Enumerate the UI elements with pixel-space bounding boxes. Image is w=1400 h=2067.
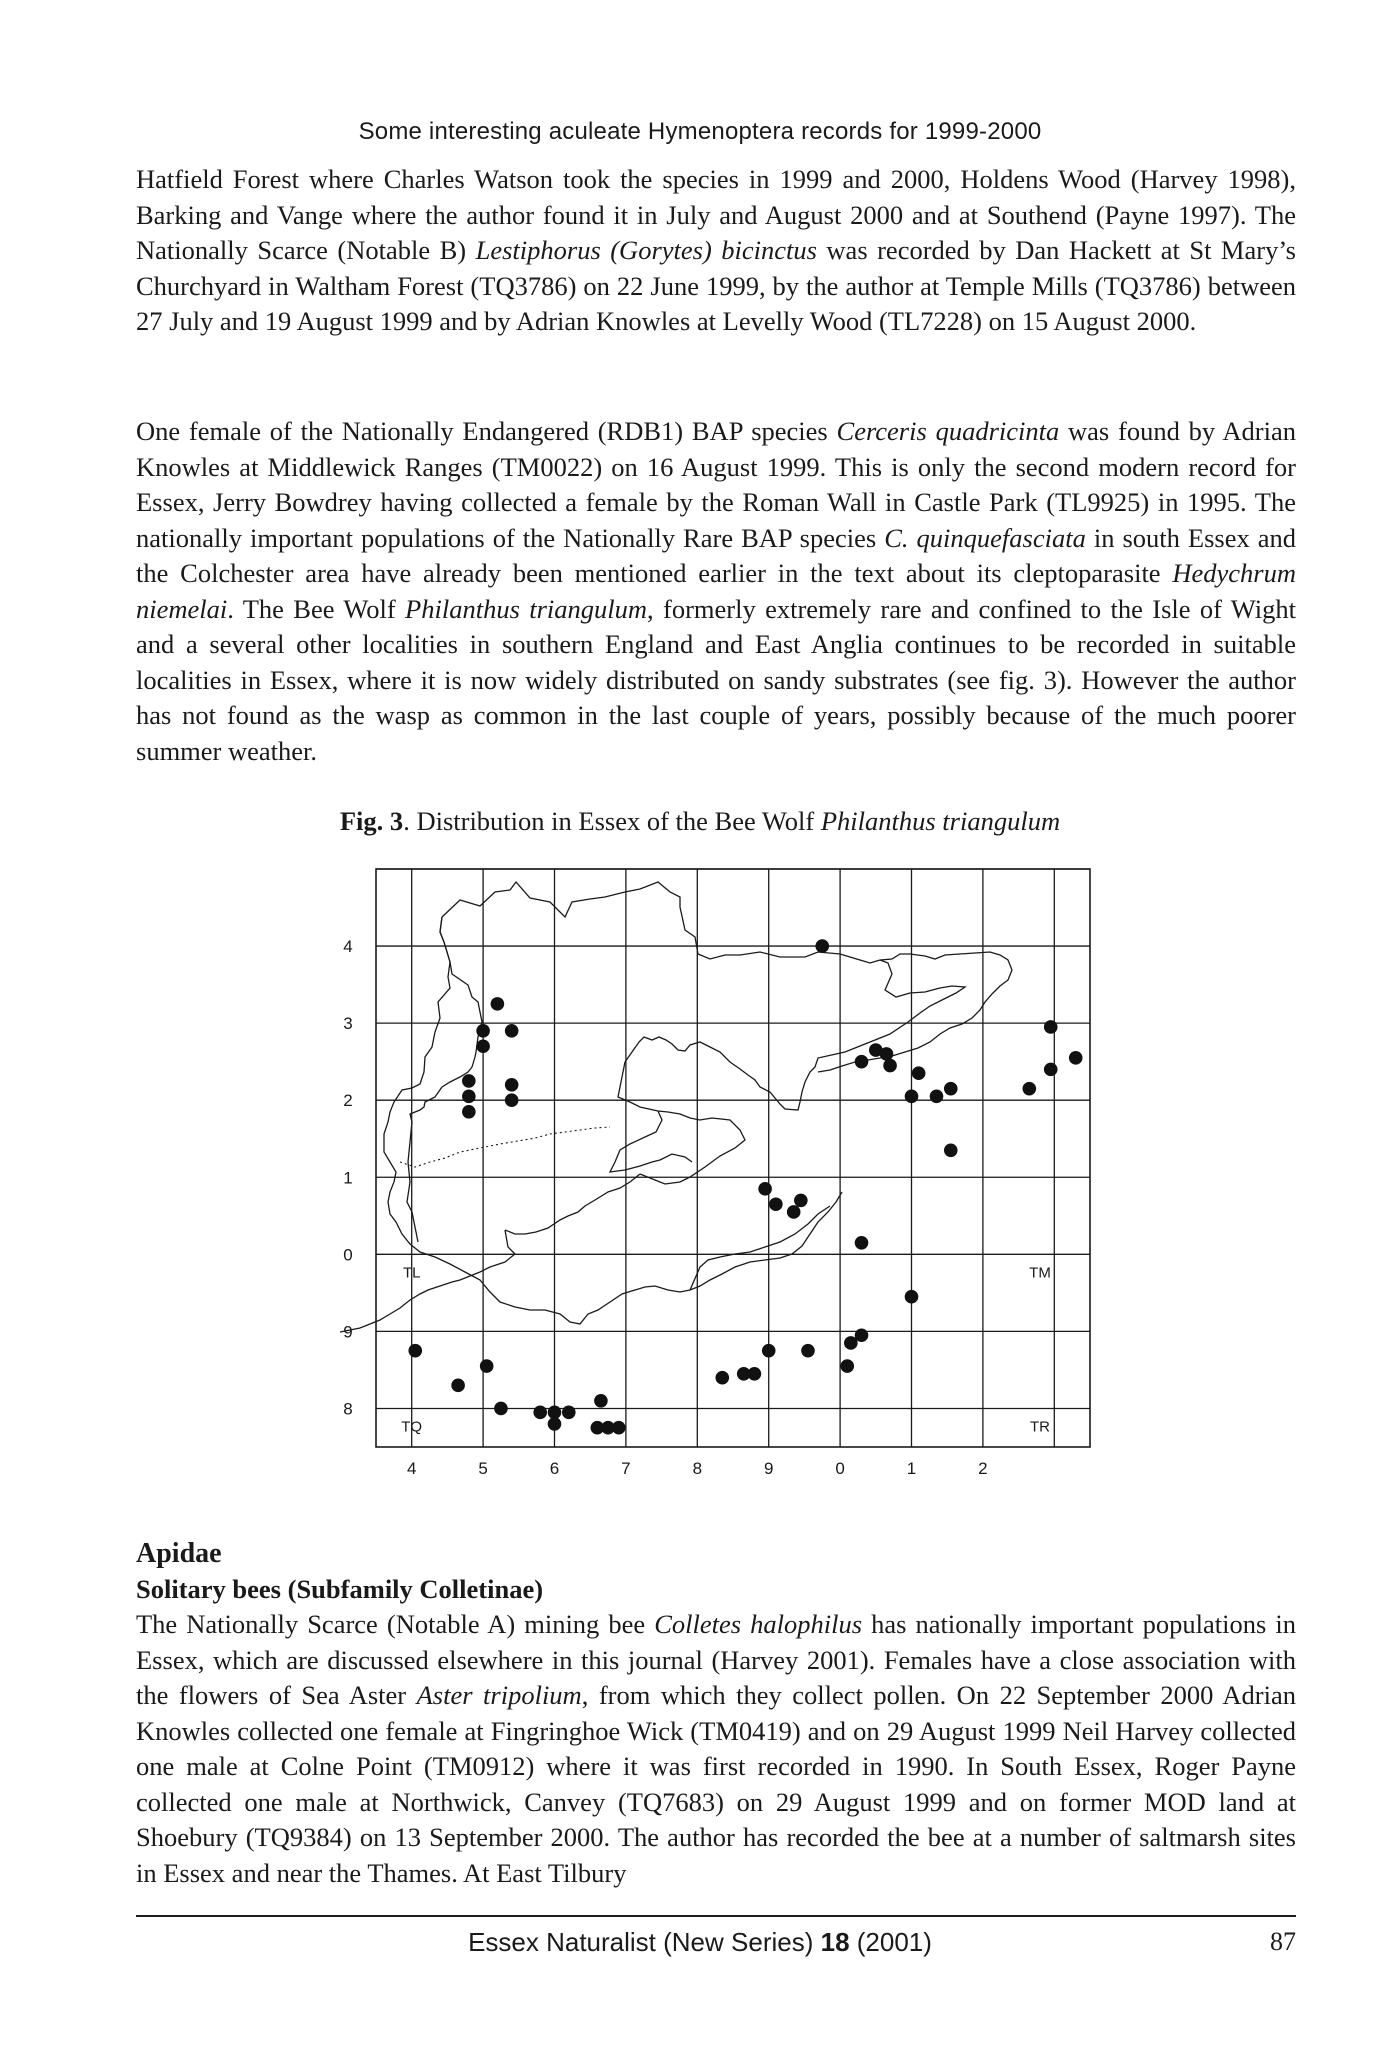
record-point: [594, 1394, 608, 1408]
record-point: [769, 1197, 783, 1211]
text-run-0: The Nationally Scarce (Notable A) mining bee: [136, 1609, 655, 1639]
record-point: [462, 1105, 476, 1119]
y-tick-label: 9: [343, 1322, 353, 1342]
x-tick-label: 6: [549, 1459, 560, 1478]
footer-rule: [136, 1915, 1296, 1917]
record-point: [912, 1066, 926, 1080]
apidae-section: [136, 1536, 1296, 1891]
italic-run-1: Cerceris quadricinta: [836, 416, 1060, 446]
paragraph-1: [136, 162, 1296, 340]
italic-run-1: Colletes halophilus: [654, 1609, 863, 1639]
x-tick-label: 1: [906, 1459, 917, 1478]
paragraph-2-text: [136, 414, 1296, 769]
x-tick-label: 9: [763, 1459, 774, 1478]
record-point: [737, 1367, 751, 1381]
record-point: [758, 1182, 772, 1196]
record-point: [1044, 1063, 1058, 1077]
italic-run-3: Aster tripolium: [416, 1680, 582, 1710]
text-run-4: in south Essex and the Colchester area have already been mentioned earlier in the text about its cleptoparasite: [136, 522, 1297, 588]
paragraph-2: [136, 414, 1296, 769]
italic-run-7: Philanthus triangulum: [405, 593, 648, 624]
record-point: [855, 1055, 869, 1069]
section-heading: Apidae: [136, 1538, 222, 1569]
running-head: Some interesting aculeate Hymenoptera records for 1999-2000: [358, 118, 1042, 145]
record-point: [562, 1406, 576, 1420]
record-point: [505, 1024, 519, 1038]
text-run-2: has nationally important populations in Essex, which are discussed elsewhere in this journal (Harvey 2001). Females have a close association with the flowers of Sea Aster: [136, 1609, 1296, 1710]
record-point: [476, 1024, 490, 1038]
figure-caption-species: Philanthus triangulum: [820, 806, 1061, 836]
record-point: [715, 1371, 729, 1385]
record-point: [533, 1406, 547, 1420]
text-run-2: was recorded by Dan Hackett at St Mary’s Churchyard in Waltham Forest (TQ3786) on 22 June 1999, by the author at Temple Mills (TQ3786) between 27 July and 19 August 1999 and by Adrian Knowles at Levelly Wood (TL7228) on 15 August 2000.: [136, 235, 1296, 336]
record-point: [787, 1205, 801, 1219]
mainland-boundary-dotted: [400, 1127, 610, 1167]
y-tick-label: 2: [343, 1091, 353, 1111]
y-tick-label: 0: [343, 1245, 353, 1265]
estuary-blackwater: [610, 1111, 692, 1172]
record-point: [880, 1047, 894, 1061]
footer-volume: 18: [820, 1927, 850, 1957]
x-tick-label: 8: [692, 1459, 703, 1478]
distribution-map: [340, 862, 1100, 1482]
footer-journal-name: Essex Naturalist (New Series): [468, 1927, 821, 1957]
record-point: [1044, 1020, 1058, 1034]
record-point: [794, 1194, 808, 1208]
record-point: [944, 1143, 958, 1157]
county-boundary-outline: [384, 917, 1012, 1324]
section-subheading: Solitary bees (Subfamily Colletinae): [136, 1573, 544, 1604]
x-tick-label: 0: [835, 1459, 845, 1478]
figure-caption: [0, 806, 1400, 837]
italic-run-5: Hedychrum niemelai: [136, 558, 1296, 624]
paragraph-1-text: [136, 162, 1296, 340]
text-run-0: Hatfield Forest where Charles Watson took the species in 1999 and 2000, Holdens Wood (Harvey 1998), Barking and Vange where the author found it in July and August 2000 and at Southend (Payne 1997). The Nationally Scarce (Notable B): [136, 164, 1296, 265]
record-point: [505, 1093, 519, 1107]
record-point: [505, 1078, 519, 1092]
record-point: [944, 1082, 958, 1096]
record-point: [1023, 1082, 1037, 1096]
record-point: [883, 1059, 897, 1073]
text-run-0: One female of the Nationally Endangered (RDB1) BAP species: [136, 416, 837, 446]
record-point: [801, 1344, 815, 1358]
county-boundary-north-west: [442, 882, 880, 963]
y-tick-label: 4: [343, 937, 353, 957]
x-tick-label: 4: [406, 1459, 417, 1478]
y-tick-label: 8: [343, 1399, 353, 1419]
x-tick-label: 2: [978, 1459, 988, 1478]
record-point: [905, 1290, 919, 1304]
page-number: 87: [1270, 1927, 1296, 1956]
x-tick-label: 7: [621, 1459, 631, 1478]
thames-estuary-islands: [690, 1206, 830, 1290]
text-run-6: . The Bee Wolf: [227, 593, 406, 624]
record-point: [930, 1090, 944, 1104]
text-run-4: , from which they collect pollen. On 22 September 2000 Adrian Knowles collected one female at Fingringhoe Wick (TM0419) and on 29 August 1999 Neil Harvey collected one male at Colne Point (TM0912) where it was first recorded in 1990. In South Essex, Roger Payne collected one male at Northwick, Canvey (TQ7683) on 29 August 1999 and on former MOD land at Shoebury (TQ9384) on 13 September 2000. The author has recorded the bee at a number of saltmarsh sites in Essex and near the Thames. At East Tilbury: [136, 1680, 1296, 1888]
record-point: [762, 1344, 776, 1358]
footer-year: (2001): [849, 1927, 932, 1957]
record-point: [612, 1421, 626, 1435]
record-points: [408, 939, 1082, 1434]
record-point: [462, 1090, 476, 1104]
record-point: [451, 1379, 465, 1393]
estuary-crouch: [505, 1174, 640, 1234]
record-point: [548, 1417, 562, 1431]
grid-square-label: TM: [1029, 1264, 1051, 1282]
y-tick-label: 3: [343, 1014, 353, 1034]
text-run-8: , formerly extremely rare and confined to the Isle of Wight and a several other localities in southern England and East Anglia continues to be recorded in suitable localities in Essex, where it is now widely distributed on sandy substrates (see fig. 3). However the author has not found as the wasp as common in the last couple of years, possibly because of the much poorer summer weather.: [136, 593, 1296, 766]
x-tick-label: 5: [478, 1459, 488, 1478]
record-point: [855, 1328, 869, 1342]
section-body: [136, 1607, 1296, 1891]
record-point: [494, 1402, 508, 1416]
italic-run-3: C. quinquefasciata: [884, 522, 1086, 553]
record-point: [855, 1236, 869, 1250]
figure-caption-text: . Distribution in Essex of the Bee Wolf: [403, 806, 821, 836]
record-point: [905, 1090, 919, 1104]
record-point: [1069, 1051, 1083, 1065]
county-coastline: [340, 882, 965, 1362]
county-boundary-full: [384, 917, 842, 1324]
record-point: [491, 997, 505, 1011]
record-point: [476, 1039, 490, 1053]
footer-journal: [0, 1927, 1400, 1958]
record-point: [408, 1344, 422, 1358]
record-point: [548, 1406, 562, 1420]
italic-run-1: Lestiphorus (Gorytes) bicinctus: [475, 235, 817, 265]
figure-label: Fig. 3: [339, 806, 404, 836]
text-run-2: was found by Adrian Knowles at Middlewick Ranges (TM0022) on 16 August 1999. This is only the second modern record for Essex, Jerry Bowdrey having collected a female by the Roman Wall in Castle Park (TL9925) in 1995. The nationally important populations of the Nationally Rare BAP species: [136, 416, 1296, 553]
record-point: [815, 939, 829, 953]
grid-square-label: TL: [402, 1264, 421, 1282]
record-point: [840, 1359, 854, 1373]
coastline-south-thames: [340, 1230, 515, 1362]
record-point: [480, 1359, 494, 1373]
y-tick-label: 1: [343, 1168, 353, 1188]
grid-square-label: TQ: [401, 1418, 423, 1436]
grid-square-label: TR: [1030, 1418, 1051, 1436]
record-point: [462, 1074, 476, 1088]
